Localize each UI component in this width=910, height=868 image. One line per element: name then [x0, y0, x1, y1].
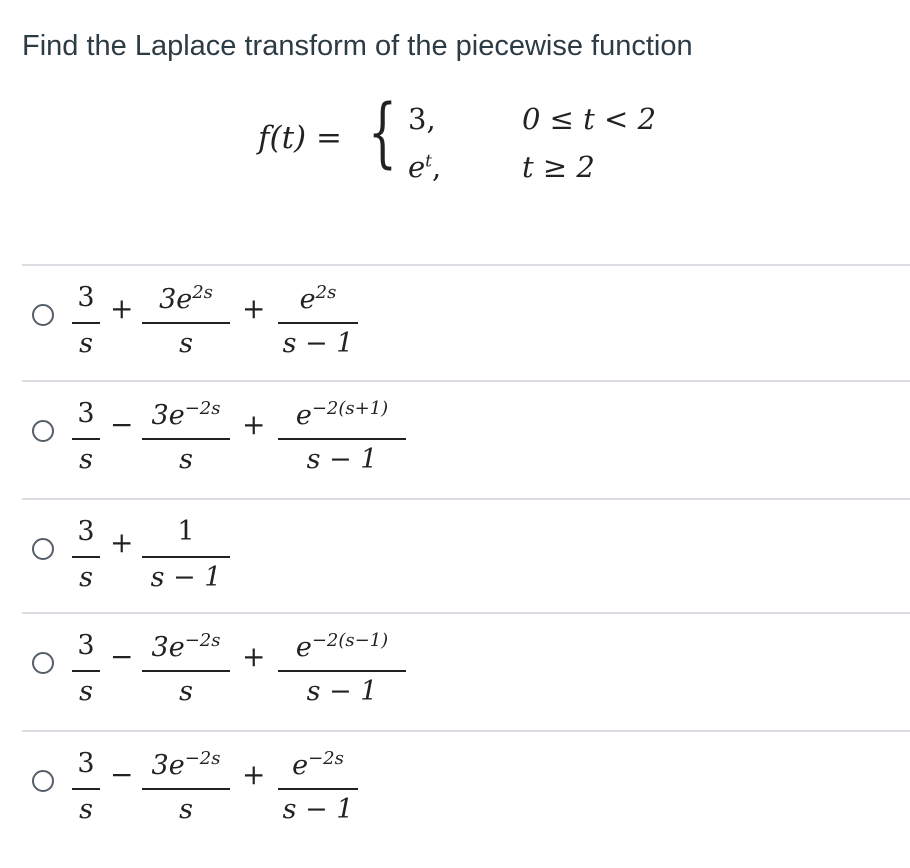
fraction-denominator: s − 1 [306, 444, 378, 475]
option-divider [22, 380, 910, 382]
fraction [278, 630, 406, 714]
question-prompt: Find the Laplace transform of the piecewise function [22, 30, 693, 62]
answer-option-5[interactable] [22, 734, 910, 848]
operator: + [242, 758, 266, 791]
operator: − [110, 640, 134, 673]
left-brace: { [368, 87, 398, 176]
fraction-bar [142, 670, 230, 672]
piecewise-equation [250, 87, 710, 198]
answer-option-3[interactable] [22, 502, 910, 616]
numerator-exponent: −2s [308, 748, 344, 769]
fraction-numerator [142, 748, 230, 781]
fraction-denominator: s [179, 794, 193, 825]
fraction [72, 748, 100, 832]
fraction-denominator: s [79, 676, 93, 707]
radio-button[interactable] [32, 304, 54, 326]
fraction [278, 748, 358, 832]
fraction-bar [72, 438, 100, 440]
numerator-base: e [292, 750, 309, 781]
case2-value-base: e [408, 150, 426, 184]
fraction-bar [278, 438, 406, 440]
numerator-exponent: −2s [184, 748, 221, 769]
fraction-numerator [278, 630, 406, 663]
fraction [142, 282, 230, 366]
numerator-exponent: −2(s−1) [311, 630, 389, 651]
fraction [72, 630, 100, 714]
fraction-denominator: s [179, 328, 193, 359]
numerator-base: e [299, 284, 316, 315]
fraction-bar [142, 788, 230, 790]
fraction-bar [278, 322, 358, 324]
fraction-bar [72, 322, 100, 324]
numerator-exponent: −2s [184, 398, 221, 419]
fraction [72, 516, 100, 600]
numerator-base: e [295, 632, 312, 663]
fraction-numerator: 3 [77, 282, 95, 313]
operator: − [110, 758, 134, 791]
operator: − [110, 408, 134, 441]
fraction-numerator: 3 [77, 748, 95, 779]
operator: + [110, 292, 134, 325]
equation-lhs: f(t) = [258, 120, 342, 156]
fraction-bar [72, 556, 100, 558]
fraction-denominator: s [179, 676, 193, 707]
option-divider [22, 612, 910, 614]
operator: + [242, 408, 266, 441]
fraction [142, 516, 230, 600]
fraction-numerator [142, 398, 230, 431]
answer-option-1[interactable] [22, 268, 910, 382]
numerator-exponent: −2(s+1) [311, 398, 389, 419]
fraction-bar [72, 788, 100, 790]
numerator-exponent: −2s [184, 630, 221, 651]
radio-button[interactable] [32, 770, 54, 792]
option-divider [22, 730, 910, 732]
fraction-denominator: s [79, 562, 93, 593]
fraction [72, 282, 100, 366]
fraction-denominator: s − 1 [306, 676, 378, 707]
fraction [278, 282, 358, 366]
fraction-bar [142, 438, 230, 440]
answer-option-4[interactable] [22, 616, 910, 730]
fraction-denominator: s [79, 444, 93, 475]
fraction-denominator: s − 1 [150, 562, 222, 593]
option-divider [22, 498, 910, 500]
numerator-exponent: 2s [192, 282, 213, 303]
fraction-numerator [142, 630, 230, 663]
operator: + [110, 526, 134, 559]
case1-value: 3, [408, 102, 436, 136]
case2-value [408, 150, 441, 184]
fraction [142, 630, 230, 714]
fraction-bar [142, 556, 230, 558]
radio-button[interactable] [32, 420, 54, 442]
fraction [142, 748, 230, 832]
numerator-base: 3e [151, 750, 185, 781]
numerator-base: e [295, 400, 312, 431]
fraction-denominator: s − 1 [282, 328, 354, 359]
numerator-base: 3e [151, 632, 185, 663]
fraction-numerator [278, 282, 358, 315]
numerator-base: 3e [159, 284, 193, 315]
operator: + [242, 640, 266, 673]
fraction-denominator: s [79, 794, 93, 825]
fraction [142, 398, 230, 482]
fraction-numerator: 1 [177, 516, 195, 547]
fraction-bar [278, 670, 406, 672]
radio-button[interactable] [32, 652, 54, 674]
fraction-numerator: 3 [77, 398, 95, 429]
fraction-denominator: s − 1 [282, 794, 354, 825]
option-divider [22, 264, 910, 266]
fraction-denominator: s [79, 328, 93, 359]
fraction [278, 398, 406, 482]
fraction-numerator: 3 [77, 516, 95, 547]
fraction-bar [142, 322, 230, 324]
case2-condition: t ≥ 2 [522, 150, 595, 184]
fraction-numerator [278, 398, 406, 431]
case1-condition: 0 ≤ t < 2 [522, 102, 657, 136]
radio-button[interactable] [32, 538, 54, 560]
operator: + [242, 292, 266, 325]
fraction-bar [278, 788, 358, 790]
case2-value-exponent: t [425, 151, 433, 172]
fraction-numerator [142, 282, 230, 315]
fraction-numerator [278, 748, 358, 781]
numerator-base: 3e [151, 400, 185, 431]
fraction-bar [72, 670, 100, 672]
fraction [72, 398, 100, 482]
case2-value-comma: , [432, 150, 442, 184]
fraction-numerator: 3 [77, 630, 95, 661]
answer-option-2[interactable] [22, 384, 910, 498]
fraction-denominator: s [179, 444, 193, 475]
numerator-exponent: 2s [315, 282, 337, 303]
